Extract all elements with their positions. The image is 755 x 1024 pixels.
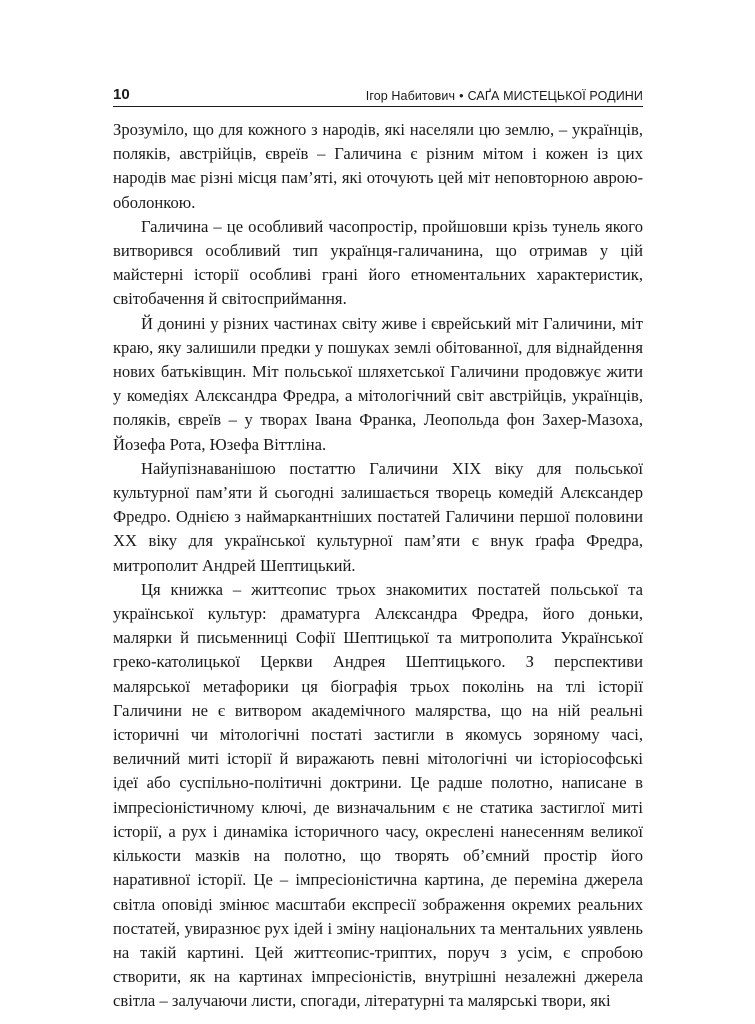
author-name: Ігор Набитович bbox=[365, 89, 456, 103]
paragraph-5: Ця книжка – життєопис трьох знакомитих постатей польської та української культур: драматурга Алєксандра Фредра, його доньки, малярки й письменниці Софії Шептицької та митрополита Української греко-католицької Церкви Андрея Шептицького. З перспективи малярської метафорики ця біографія трьох поколінь на тлі історії Галичини не є витвором академічного малярства, що на ній реальні історичні чи мітологічні постаті застигли в якомусь зоряному часі, величний миті історії й виражають певні мітологічні чи історіософські ідеї або суспільно-політичні доктрини. Це радше полотно, написане в імпресіоністичному ключі, де визначальним є не статика застиглої миті історії, а рух і динаміка історичного часу, окреслені нанесенням великої кількости мазків на полотно, що творять об’ємний простір його наративної історії. Це – імпресіоністична картина, де переміна джерела світла оповіді змінює масштаби експресії зображення окремих реальних постатей, увиразнює рух ідей і зміну національних та ментальних уявлень на такій картині. Цей життєопис-триптих, поруч з усім, є спробою створити, як на картинах імпресіоністів, внутрішні незалежні джерела світла – залучаючи листи, спогади, літературні та малярські твори, які bbox=[113, 579, 643, 1011]
running-head bbox=[366, 89, 643, 106]
paragraph-4: Найупізнаванішою постаттю Галичини ХІХ віку для польської культурної пам’яти й сьогодні залишається творець комедій Алєксандер Фредро. Однією з наймаркантніших постатей Галичини першої половини ХХ віку для української культурної пам’яти є внук ґрафа Фредра, митрополит Андрей Шептицький. bbox=[113, 458, 643, 575]
running-header bbox=[113, 84, 643, 107]
paragraph-1: Зрозуміло, що для кожного з народів, які населяли цю землю, – українців, поляків, австрійців, євреїв – Галичина є різним мітом і кожен із цих народів має різні місця пам’яті, які оточують цей міт неповторною аврою-оболонкою. bbox=[113, 120, 643, 212]
page-number: 10 bbox=[113, 86, 130, 103]
paragraph-3: Й донині у різних частинах світу живе і єврейський міт Галичини, міт краю, яку залишили предки у пошуках землі обітованної, для віднайдення нових батьківщин. Міт польської шляхетської Галичини продовжує жити у комедіях Алєксандра Фредра, а мітологічний світ австрійців, українців, поляків, євреїв – у творах Івана Франка, Леопольда фон Захер-Мазоха, Йозефа Рота, Юзефа Віттліна. bbox=[113, 313, 643, 454]
book-title: САҐА МИСТЕЦЬКОЇ РОДИНИ bbox=[467, 89, 643, 103]
separator-bullet: • bbox=[459, 89, 464, 103]
paragraph-2: Галичина – це особливий часопростір, пройшовши крізь тунель якого витворився особливий тип українця-галичанина, що отримав у цій майстерні історії особливі грані його етноментальних характеристик, світобачення й світосприймання. bbox=[113, 216, 643, 309]
body-text bbox=[113, 118, 643, 1014]
